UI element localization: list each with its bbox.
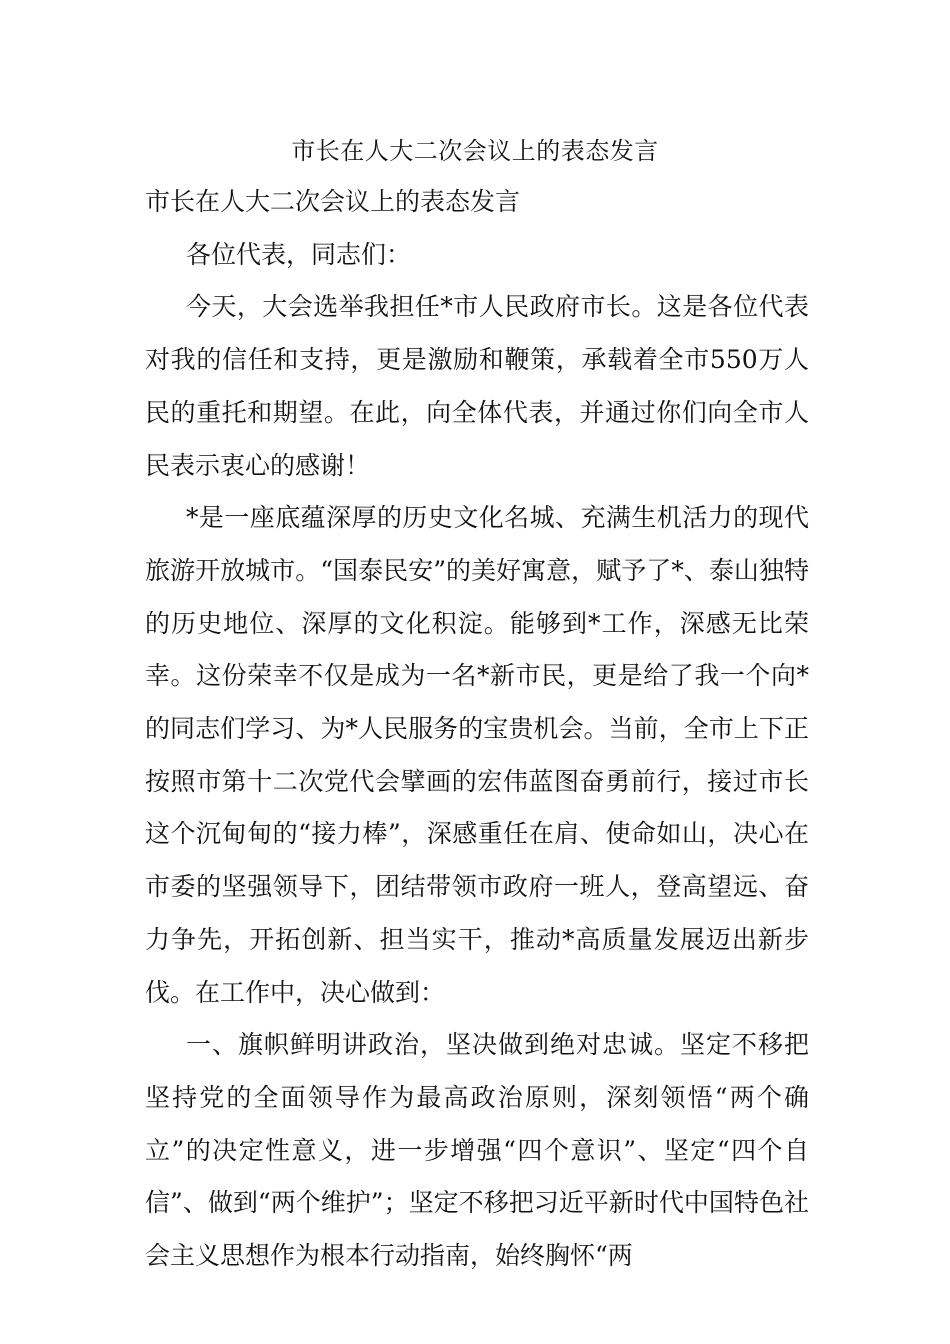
body-paragraph: 一、旗帜鲜明讲政治，坚决做到绝对忠诚。坚定不移把坚持党的全面领导作为最高政治原则，深刻领悟“两个确立”的决定性意义，进一步增强“四个意识”、坚定“四个自信”、做到“两个维护”；坚定不移把习近平新时代中国特色社会主义思想作为根本行动指南，始终胸怀“两: [145, 1030, 809, 1271]
body-paragraph: 今天，大会选举我担任*市人民政府市长。这是各位代表对我的信任和支持，更是激励和鞭策，承载着全市550万人民的重托和期望。在此，向全体代表，并通过你们向全市人民表示衷心的感谢！: [145, 292, 809, 480]
body-paragraph: *是一座底蕴深厚的历史文化名城、充满生机活力的现代旅游开放城市。“国泰民安”的美好寓意，赋予了*、泰山独特的历史地位、深厚的文化积淀。能够到*工作，深感无比荣幸。这份荣幸不仅是成为一名*新市民，更是给了我一个向*的同志们学习、为*人民服务的宝贵机会。当前，全市上下正按照市第十二次党代会擘画的宏伟蓝图奋勇前行，接过市长这个沉甸甸的“接力棒”，深感重任在肩、使命如山，决心在市委的坚强领导下，团结带领市政府一班人，登高望远、奋力争先，开拓创新、担当实干，推动*高质量发展迈出新步伐。在工作中，决心做到：: [145, 503, 809, 1007]
document-title: 市长在人大二次会议上的表态发言: [291, 137, 659, 165]
salutation-paragraph: 各位代表，同志们：: [186, 239, 412, 269]
document-body: [145, 176, 809, 1283]
body-heading: 市长在人大二次会议上的表态发言: [145, 187, 521, 216]
